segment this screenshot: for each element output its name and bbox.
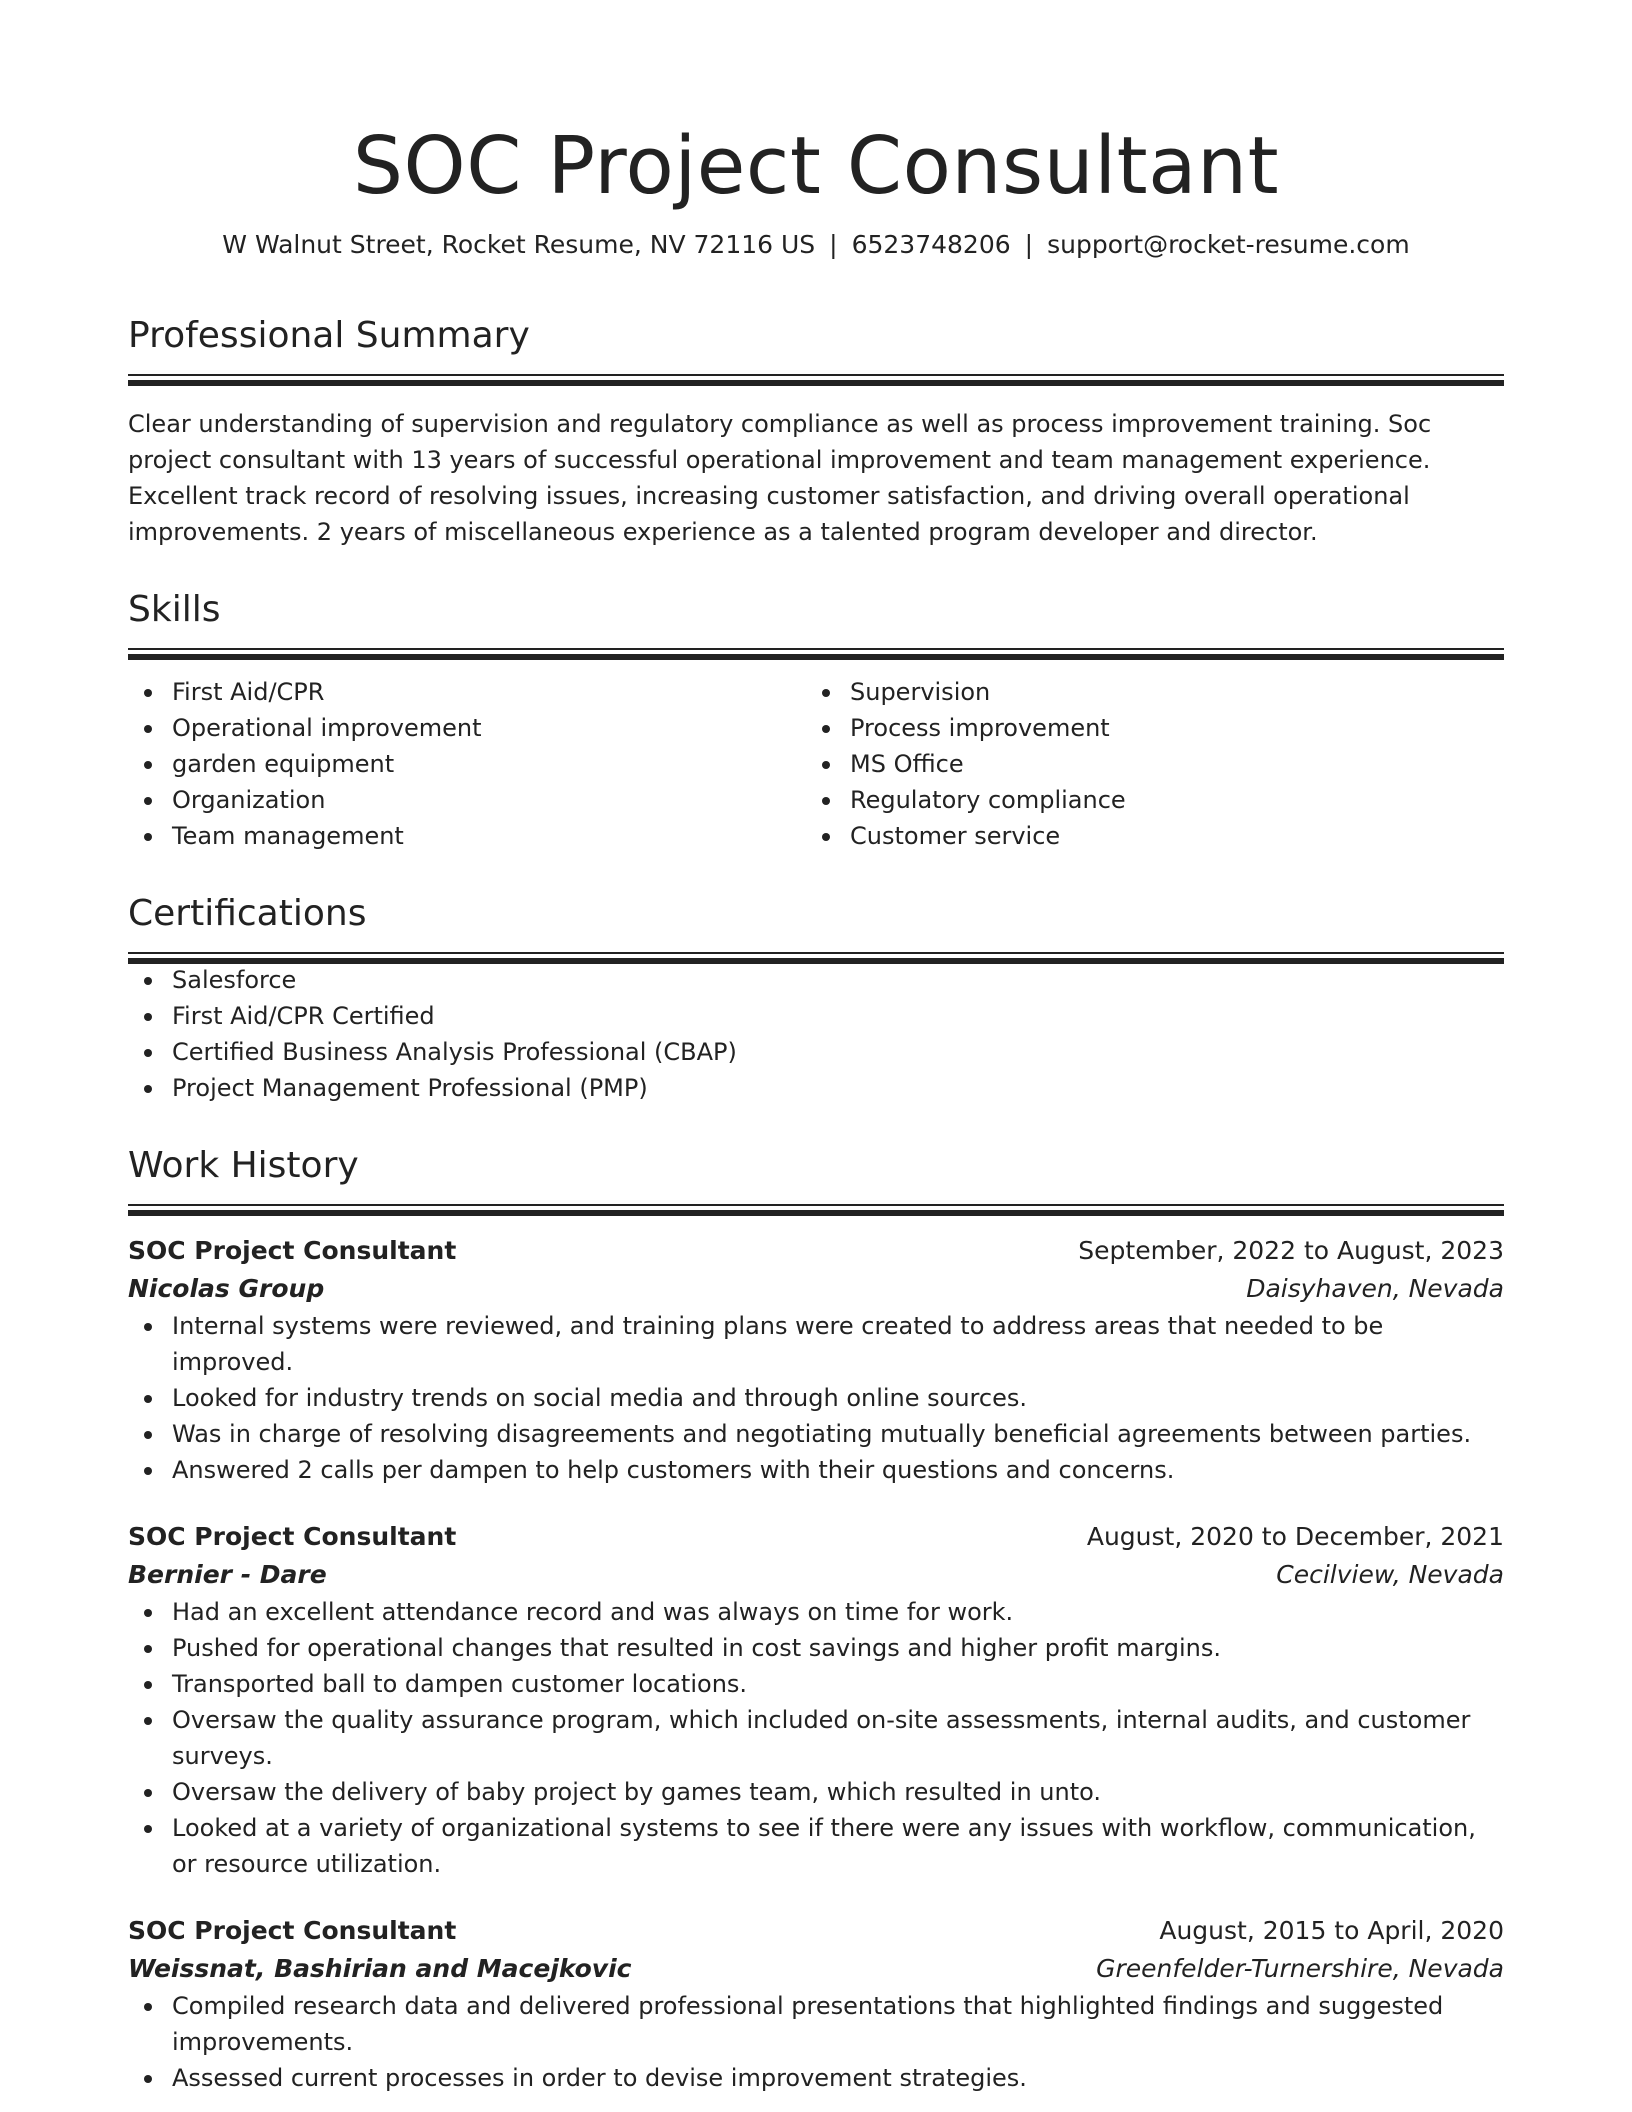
section-title-work-history: Work History bbox=[128, 1145, 359, 1186]
contact-separator: | bbox=[829, 230, 838, 259]
section-title-certifications: Certifications bbox=[128, 893, 367, 934]
job-bullet: Internal systems were reviewed, and training plans were created to address areas that needed to be improved. bbox=[128, 1308, 1504, 1380]
resume-page bbox=[128, 118, 1504, 2096]
job-company-row bbox=[128, 1950, 1504, 1988]
skills-right-column bbox=[806, 674, 1484, 854]
certification-item: Salesforce bbox=[128, 962, 1504, 998]
work-history-section bbox=[128, 1142, 1504, 2096]
skill-item: MS Office bbox=[806, 746, 1484, 782]
job-company-row bbox=[128, 1270, 1504, 1308]
job-bullet-list bbox=[128, 1988, 1504, 2096]
resume-name: SOC Project Consultant bbox=[352, 120, 1280, 212]
skill-item: Organization bbox=[128, 782, 806, 818]
job-title: SOC Project Consultant bbox=[128, 1916, 457, 1945]
skill-item: Team management bbox=[128, 818, 806, 854]
job-entry bbox=[128, 1232, 1504, 1488]
skills-section bbox=[128, 586, 1504, 854]
job-bullet: Looked for industry trends on social media and through online sources. bbox=[128, 1380, 1504, 1416]
job-bullet: Oversaw the delivery of baby project by games team, which resulted in unto. bbox=[128, 1774, 1504, 1810]
skill-item: Supervision bbox=[806, 674, 1484, 710]
job-bullet: Had an excellent attendance record and was always on time for work. bbox=[128, 1594, 1504, 1630]
job-header-row bbox=[128, 1912, 1504, 1950]
contact-phone: 6523748206 bbox=[851, 230, 1011, 259]
skill-item: Process improvement bbox=[806, 710, 1484, 746]
job-location: Cecilview, Nevada bbox=[1276, 1560, 1504, 1589]
job-header-row bbox=[128, 1518, 1504, 1556]
job-company: Weissnat, Bashirian and Macejkovic bbox=[128, 1954, 632, 1983]
skills-left-column bbox=[128, 674, 806, 854]
contact-address: W Walnut Street, Rocket Resume, NV 72116 US bbox=[222, 230, 816, 259]
certifications-list bbox=[128, 962, 1504, 1106]
job-bullet: Looked at a variety of organizational systems to see if there were any issues with workflow, communication, or resource utilization. bbox=[128, 1810, 1504, 1882]
certification-item: First Aid/CPR Certified bbox=[128, 998, 1504, 1034]
job-bullet: Answered 2 calls per dampen to help customers with their questions and concerns. bbox=[128, 1452, 1504, 1488]
section-title-skills: Skills bbox=[128, 589, 221, 630]
job-location: Greenfelder-Turnershire, Nevada bbox=[1096, 1954, 1504, 1983]
summary-section bbox=[128, 312, 1504, 550]
section-divider bbox=[128, 1204, 1504, 1214]
certification-item: Certified Business Analysis Professional (CBAP) bbox=[128, 1034, 1504, 1070]
job-bullet: Transported ball to dampen customer locations. bbox=[128, 1666, 1504, 1702]
skills-grid bbox=[128, 674, 1504, 854]
job-bullet: Pushed for operational changes that resulted in cost savings and higher profit margins. bbox=[128, 1630, 1504, 1666]
job-bullet: Compiled research data and delivered professional presentations that highlighted findings and suggested improvements. bbox=[128, 1988, 1504, 2060]
job-dates: September, 2022 to August, 2023 bbox=[1078, 1236, 1504, 1265]
contact-email: support@rocket-resume.com bbox=[1047, 230, 1410, 259]
section-divider bbox=[128, 952, 1504, 962]
job-header-row bbox=[128, 1232, 1504, 1270]
job-bullet: Was in charge of resolving disagreements and negotiating mutually beneficial agreements between parties. bbox=[128, 1416, 1504, 1452]
job-title: SOC Project Consultant bbox=[128, 1236, 457, 1265]
job-bullet-list bbox=[128, 1594, 1504, 1882]
skill-item: Regulatory compliance bbox=[806, 782, 1484, 818]
job-company-row bbox=[128, 1556, 1504, 1594]
job-bullet: Assessed current processes in order to devise improvement strategies. bbox=[128, 2060, 1504, 2096]
section-divider bbox=[128, 374, 1504, 384]
summary-text: Clear understanding of supervision and regulatory compliance as well as process improvement training. Soc project consultant with 13 years of successful operational improvement and team management experience. Excellent track record of resolving issues, increasing customer satisfaction, and driving overall operational improvements. 2 years of miscellaneous experience as a talented program developer and director. bbox=[128, 410, 1432, 546]
certification-item: Project Management Professional (PMP) bbox=[128, 1070, 1504, 1106]
job-title: SOC Project Consultant bbox=[128, 1522, 457, 1551]
section-divider bbox=[128, 648, 1504, 658]
contact-line bbox=[128, 228, 1504, 262]
job-entry bbox=[128, 1912, 1504, 2096]
skill-item: Operational improvement bbox=[128, 710, 806, 746]
contact-separator: | bbox=[1024, 230, 1034, 259]
job-company: Bernier - Dare bbox=[128, 1560, 327, 1589]
skill-item: First Aid/CPR bbox=[128, 674, 806, 710]
job-bullet-list bbox=[128, 1308, 1504, 1488]
job-bullet: Oversaw the quality assurance program, which included on-site assessments, internal audits, and customer surveys. bbox=[128, 1702, 1504, 1774]
skill-item: Customer service bbox=[806, 818, 1484, 854]
certifications-section bbox=[128, 890, 1504, 1106]
job-entry bbox=[128, 1518, 1504, 1882]
section-title-summary: Professional Summary bbox=[128, 315, 530, 356]
job-location: Daisyhaven, Nevada bbox=[1246, 1274, 1504, 1303]
job-dates: August, 2020 to December, 2021 bbox=[1086, 1522, 1504, 1551]
job-dates: August, 2015 to April, 2020 bbox=[1159, 1916, 1504, 1945]
skill-item: garden equipment bbox=[128, 746, 806, 782]
job-company: Nicolas Group bbox=[128, 1274, 325, 1303]
